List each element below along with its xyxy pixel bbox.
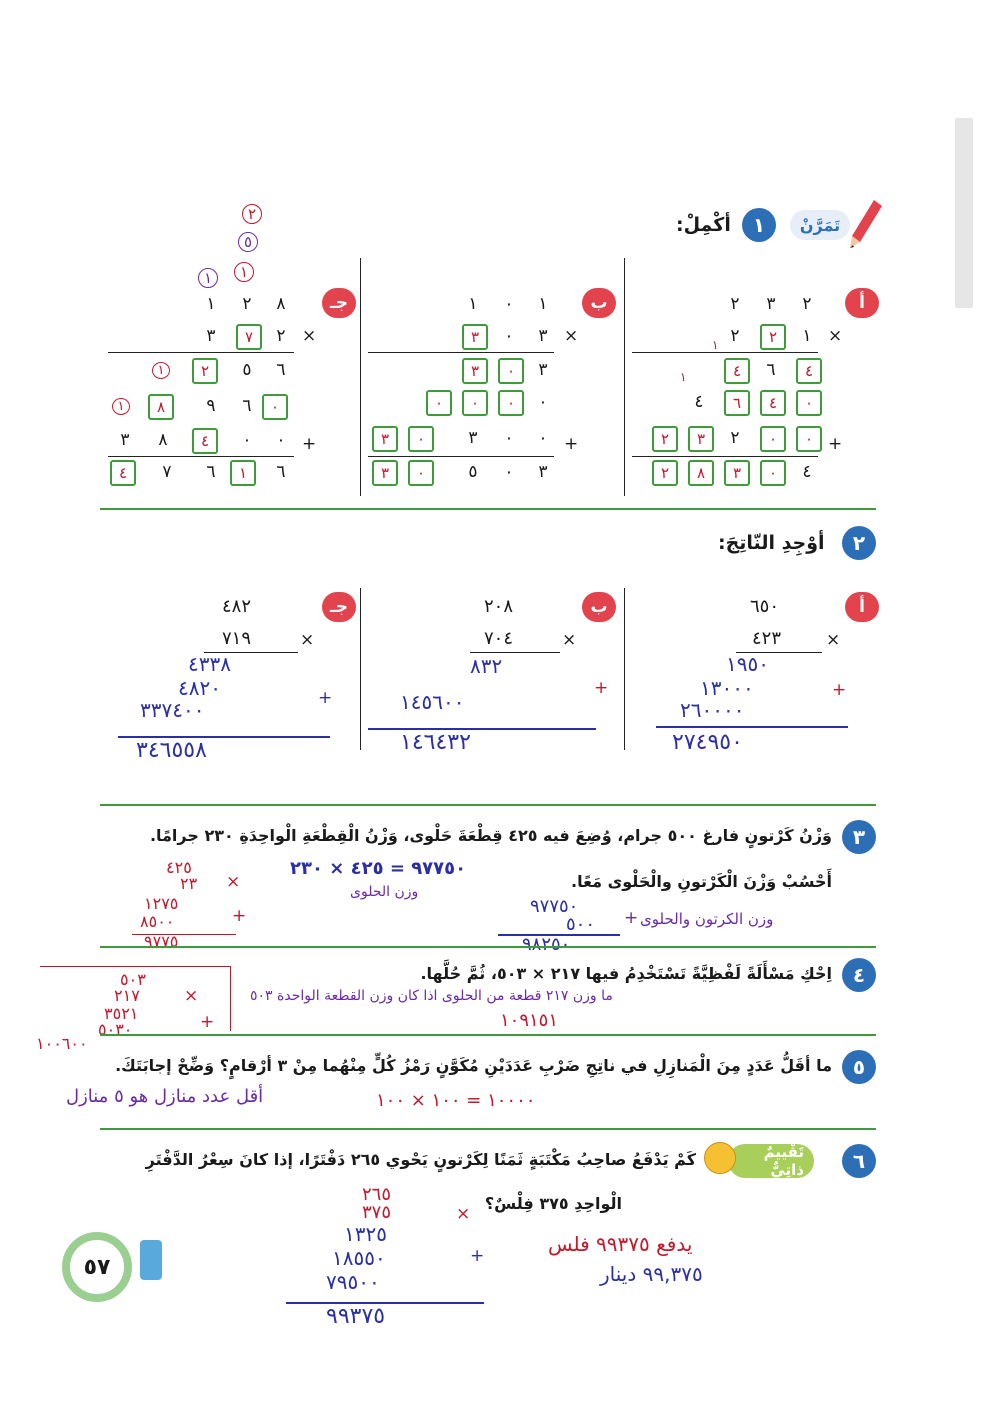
carry: ١	[112, 398, 130, 415]
plus-sign: +	[470, 1246, 485, 1266]
carry: ١	[680, 370, 687, 384]
answer-box: ٢	[652, 426, 678, 452]
plus-sign: +	[564, 434, 579, 454]
q6-hw-top: ٢٦٥	[362, 1184, 392, 1205]
digit: ٦	[206, 462, 216, 482]
digit: ٠	[504, 462, 514, 482]
times-sign: ×	[828, 326, 843, 346]
exercise-badge: تَمَرَّنْ	[790, 210, 850, 240]
digit: ٠	[504, 428, 514, 448]
pencil-icon	[848, 198, 884, 254]
label-b: ب	[582, 288, 616, 318]
answer-box: ٨	[148, 394, 174, 420]
handwritten-number: ٤٨٢٠	[178, 676, 221, 700]
question-number-5: ٥	[842, 1050, 876, 1084]
number: ٤٨٢	[222, 596, 252, 617]
plus-sign: +	[232, 906, 247, 926]
label-c: جـ	[322, 592, 356, 622]
question-number-6: ٦	[842, 1144, 876, 1178]
q3-hw-mult-mult: ٢٣	[180, 874, 198, 893]
number: ٢٠٨	[484, 596, 514, 617]
q6-hw-r3: ٧٩٥٠٠	[326, 1270, 380, 1294]
answer-box: ٠	[408, 426, 434, 452]
answer-box: ٦	[724, 390, 750, 416]
answer-box: ١	[230, 460, 256, 486]
answer-box: ٣	[724, 460, 750, 486]
q4-text: اِحْكِ مَسْأَلَةً لَفْظِيَّةً تَسْتَخْدِمُ فيها ٢١٧ × ٥٠٣، ثُمَّ حُلَّها.	[420, 964, 832, 983]
digit: ١	[468, 294, 478, 314]
digit: ٦	[242, 396, 252, 416]
q6-hw-mult: ٣٧٥	[362, 1202, 392, 1223]
digit: ٠	[538, 428, 548, 448]
q5-hw-answer: أقل عدد منازل هو ٥ منازل	[66, 1086, 264, 1107]
label-a: أ	[845, 288, 879, 318]
handwritten-number: ١٩٥٠	[726, 652, 769, 676]
digit: ٣	[766, 294, 776, 314]
digit: ٦	[276, 360, 286, 380]
times-sign: ×	[826, 630, 841, 650]
question-number-4: ٤	[842, 958, 876, 992]
answer-box: ٠	[408, 460, 434, 486]
digit: ٤	[694, 392, 704, 412]
divider	[360, 588, 361, 750]
digit: ٨	[158, 430, 168, 450]
digit: ٣	[120, 430, 130, 450]
answer-box: ٠	[760, 426, 786, 452]
answer-box: ٤	[796, 358, 822, 384]
q3-hw-mult-r2: ٨٥٠٠	[140, 912, 175, 931]
mascot-icon	[140, 1240, 162, 1280]
digit: ١	[538, 294, 548, 314]
times-sign: ×	[300, 630, 315, 650]
q6-hw-res: ٩٩٣٧٥	[326, 1304, 386, 1329]
q3-text-line2: أَحْسُبْ وَزْنَ الْكَرْتونِ والْحَلْوى مَعًا.	[571, 872, 832, 891]
handwritten-number: ٣٤٦٥٥٨	[136, 738, 207, 763]
digit: ٤	[802, 462, 812, 482]
q5-hw-equation: ١٠٠٠٠ = ١٠٠ × ١٠٠	[376, 1090, 536, 1111]
divider	[360, 258, 361, 496]
answer-box: ٤	[110, 460, 136, 486]
q4-hw-mult: ٢١٧	[114, 986, 140, 1005]
digit: ٠	[276, 430, 286, 450]
times-sign: ×	[226, 872, 241, 892]
q3-hw-label1: وزن الحلوى	[350, 884, 419, 900]
digit: ٢	[242, 294, 252, 314]
divider	[624, 588, 625, 750]
answer-box: ٣	[372, 460, 398, 486]
times-sign: ×	[562, 630, 577, 650]
section-divider	[100, 1034, 876, 1036]
number: ٧٠٤	[484, 628, 514, 649]
digit: ٢	[276, 326, 286, 346]
digit: ٥	[468, 462, 478, 482]
q3-hw-equation: ٩٧٧٥٠ = ٤٢٥ × ٢٣٠	[290, 858, 467, 879]
digit: ٢	[730, 428, 740, 448]
handwritten-number: ٢٧٤٩٥٠	[672, 730, 743, 755]
handwritten-number: ١٤٥٦٠٠	[400, 690, 465, 714]
q4-hw-question: ما وزن ٢١٧ قطعة من الحلوى اذا كان وزن القطعة الواحدة ٥٠٣	[250, 988, 613, 1004]
digit: ٥	[242, 360, 252, 380]
answer-box: ٠	[426, 390, 452, 416]
q6-hw-answer1: يدفع ٩٩٣٧٥ فلس	[548, 1232, 693, 1256]
q4-hw-top: ٥٠٣	[120, 970, 146, 989]
answer-box: ٤	[760, 390, 786, 416]
times-sign: ×	[564, 326, 579, 346]
answer-box: ٣	[688, 426, 714, 452]
answer-box: ٠	[796, 426, 822, 452]
digit: ٦	[766, 360, 776, 380]
answer-box: ٢	[652, 460, 678, 486]
number: ٦٥٠	[750, 596, 780, 617]
answer-box: ٢	[760, 324, 786, 350]
section-divider	[100, 508, 876, 510]
digit: ٣	[206, 326, 216, 346]
answer-box: ٢	[192, 358, 218, 384]
digit: ٧	[162, 462, 172, 482]
carry: ١	[198, 268, 218, 288]
answer-box: ٣	[462, 358, 488, 384]
digit: ١	[802, 326, 812, 346]
self-assessment-badge	[728, 1144, 814, 1178]
badge-label: تَقْييمٌ ذاتِيٌّ	[763, 1143, 804, 1179]
answer-box: ٣	[462, 324, 488, 350]
plus-sign: +	[594, 678, 609, 698]
carry: ١	[234, 262, 254, 282]
section-divider	[100, 946, 876, 948]
handwritten-number: ٢٦٠٠٠٠	[680, 698, 745, 722]
answer-box: ٤	[724, 358, 750, 384]
digit: ٨	[276, 294, 286, 314]
q3-hw-label2: وزن الكرتون والحلوى	[640, 910, 774, 928]
q3-hw-sum-res: ٩٨٢٥٠	[522, 934, 571, 955]
q6-hw-r2: ١٨٥٥٠	[332, 1246, 386, 1270]
digit: ٣	[538, 462, 548, 482]
digit: ١	[206, 294, 216, 314]
q3-hw-mult-top: ٤٢٥	[166, 858, 192, 877]
answer-box: ٠	[498, 358, 524, 384]
q4-hw-r3: ١٠٠٦٠٠	[36, 1034, 88, 1053]
q6-hw-r1: ١٣٢٥	[344, 1222, 387, 1246]
digit: ٣	[538, 360, 548, 380]
q3-hw-sum-add: ٥٠٠	[566, 914, 596, 935]
q6-hw-answer2: ٩٩,٣٧٥ دينار	[600, 1262, 703, 1286]
q4-hw-r1: ٣٥٢١	[104, 1004, 139, 1023]
answer-box: ٠	[462, 390, 488, 416]
digit: ٩	[206, 396, 216, 416]
q3-hw-sum-top: ٩٧٧٥٠	[530, 896, 579, 917]
handwritten-number: ٣٣٧٤٠٠	[140, 698, 205, 722]
digit: ٢	[730, 326, 740, 346]
handwritten-number: ١٤٦٤٣٢	[400, 730, 471, 755]
times-sign: ×	[184, 986, 199, 1006]
divider	[624, 258, 625, 496]
digit: ٣	[468, 428, 478, 448]
section-divider	[100, 804, 876, 806]
question-number-1: ١	[742, 208, 776, 242]
question-number-3: ٣	[842, 820, 876, 854]
times-sign: ×	[302, 326, 317, 346]
q3-text-line1: وَزْنُ كَرْتونٍ فارغ ٥٠٠ جرام، وُضِعَ فيه ٤٢٥ قِطْعَةَ حَلْوى، وَزْنُ الْقِطْعَةِ الْواحِدَةِ ٢٣٠ جرامًا.	[149, 826, 832, 845]
digit: ٢	[730, 294, 740, 314]
q3-hw-mult-r1: ١٢٧٥	[144, 894, 179, 913]
digit: ٣	[538, 326, 548, 346]
label-a: أ	[845, 592, 879, 622]
page-number	[62, 1232, 132, 1302]
side-tab-strip	[955, 118, 973, 308]
number: ٧١٩	[222, 628, 252, 649]
answer-box: ٧	[236, 324, 262, 350]
q2-title: أوْجِدِ النّاتِجَ:	[718, 532, 825, 554]
digit: ٦	[276, 462, 286, 482]
q1-title: أكْمِلْ:	[676, 214, 731, 236]
digit: ٠	[538, 392, 548, 412]
plus-sign: +	[318, 688, 333, 708]
question-number-2: ٢	[842, 526, 876, 560]
q6-text-line1: كَمْ يَدْفَعُ صاحِبُ مَكْتَبَةٍ ثَمَنًا لِكَرْتونٍ يَحْوي ٢٦٥ دَفْتَرًا، إذا كانَ سِعْرُ الدَّفْتَرِ	[145, 1150, 696, 1169]
carry: ١	[152, 362, 170, 379]
plus-sign: +	[302, 434, 317, 454]
digit: ٠	[504, 326, 514, 346]
label-c: جـ	[322, 288, 356, 318]
q4-hw-answer: ١٠٩١٥١	[500, 1010, 559, 1031]
plus-sign: +	[200, 1012, 215, 1032]
q6-text-line2: الْواحِدِ ٣٧٥ فِلْسٌ؟	[484, 1194, 622, 1213]
digit: ٢	[802, 294, 812, 314]
q5-text: ما أقَلُّ عَدَدٍ مِنَ الْمَنازِلِ في ناتِجِ ضَرْبِ عَدَدَيْنِ مُكَوَّنٍ رَمْزُ كُلٍّ مِنْهُما مِنْ ٣ أرْقامٍ؟ وَضِّحْ إجابَتَكَ.	[115, 1056, 832, 1075]
plus-sign: +	[832, 680, 847, 700]
plus-sign: +	[624, 908, 639, 928]
section-divider	[100, 1128, 876, 1130]
times-sign: ×	[456, 1204, 471, 1224]
q3-hw-mult-res: ٩٧٧٥	[144, 932, 179, 951]
answer-box: ٠	[796, 390, 822, 416]
answer-box: ٠	[498, 390, 524, 416]
handwritten-number: ٨٣٢	[470, 654, 503, 678]
page-number-text: ٥٧	[83, 1254, 111, 1280]
handwritten-number: ١٣٠٠٠	[700, 676, 754, 700]
label-b: ب	[582, 592, 616, 622]
answer-box: ٠	[760, 460, 786, 486]
answer-box: ٨	[688, 460, 714, 486]
carry: ٢	[242, 204, 262, 224]
answer-box: ٠	[262, 394, 288, 420]
answer-box: ٤	[192, 428, 218, 454]
number: ٤٢٣	[752, 628, 782, 649]
digit: ٠	[504, 294, 514, 314]
thinking-face-icon	[704, 1142, 736, 1174]
answer-box: ٣	[372, 426, 398, 452]
carry: ٥	[238, 232, 258, 252]
handwritten-number: ٤٣٣٨	[188, 652, 231, 676]
q4-hw-r2: ٥٠٣٠	[98, 1020, 133, 1039]
carry: ١	[712, 338, 719, 352]
plus-sign: +	[828, 434, 843, 454]
digit: ٠	[242, 430, 252, 450]
